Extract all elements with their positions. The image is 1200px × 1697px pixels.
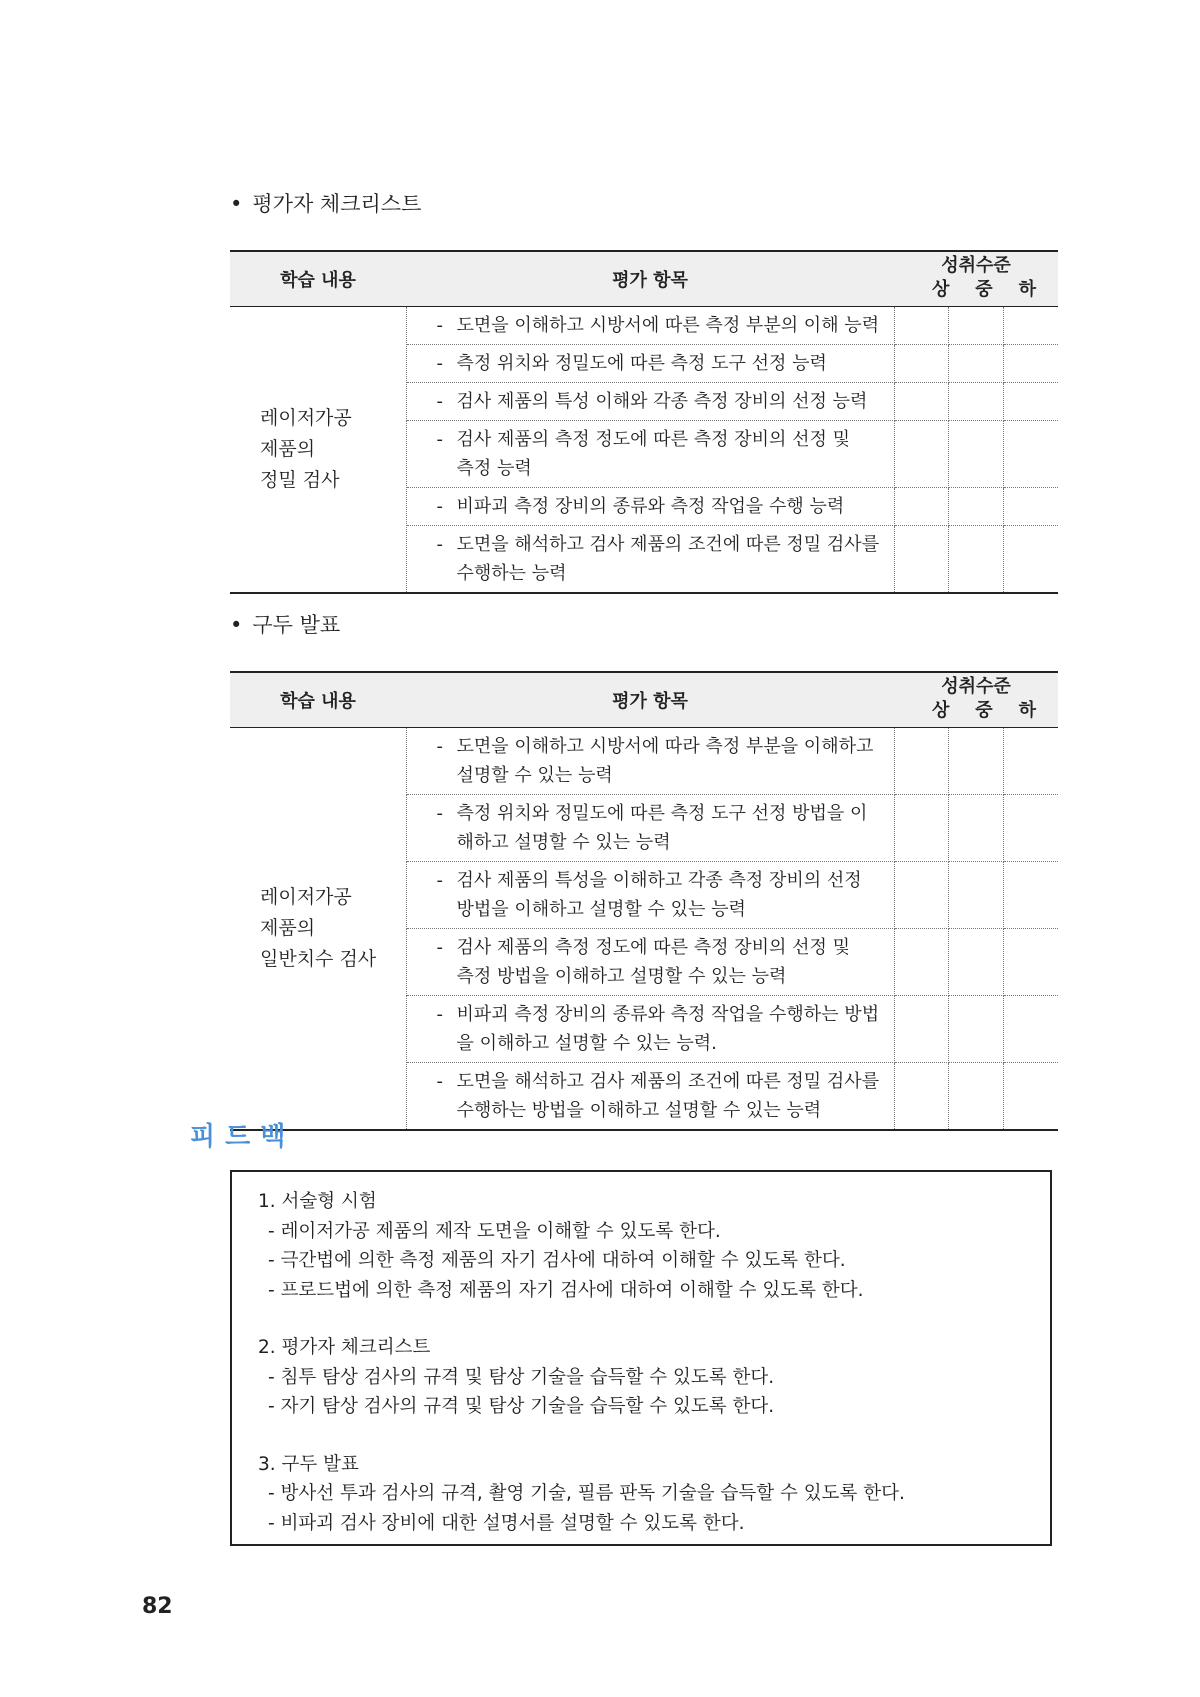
level-cell-mid[interactable] (948, 996, 1003, 1063)
column-header-level (894, 251, 1058, 307)
bullet-icon: • (230, 613, 243, 637)
column-header-item: 평가 항목 (406, 251, 894, 307)
topic-line: 제품의 (260, 917, 316, 939)
feedback-box (230, 1170, 1052, 1546)
evaluation-item (406, 929, 894, 996)
dash-icon: - (436, 353, 443, 374)
feedback-line-text: 방사선 투과 검사의 규격, 촬영 기술, 필름 판독 기술을 습득할 수 있도록 한다. (280, 1483, 905, 1504)
topic-line: 레이저가공 (260, 886, 352, 908)
level-title: 성취수준 (941, 676, 1011, 697)
dash-icon: - (436, 315, 443, 336)
evaluation-item-text: 도면을 해석하고 검사 제품의 조건에 따른 정밀 검사를 (456, 534, 880, 555)
dash-icon: - (268, 1512, 281, 1534)
bullet-icon: • (230, 192, 243, 216)
feedback-group-title: 3. 구두 발표 (258, 1453, 359, 1475)
dash-icon: - (268, 1279, 281, 1301)
level-title: 성취수준 (941, 255, 1011, 276)
level-cell-high[interactable] (894, 1063, 948, 1131)
level-cell-high[interactable] (894, 488, 948, 526)
evaluation-item-text: 검사 제품의 특성 이해와 각종 측정 장비의 선정 능력 (456, 391, 868, 412)
feedback-line (258, 1509, 1050, 1539)
level-cell-low[interactable] (1003, 996, 1058, 1063)
level-cell-high[interactable] (894, 345, 948, 383)
level-cell-high[interactable] (894, 795, 948, 862)
topic-line: 레이저가공 (260, 407, 352, 429)
table-header-row (230, 672, 1058, 728)
topic-cell (230, 728, 406, 1131)
level-cell-high[interactable] (894, 421, 948, 488)
dash-icon: - (436, 496, 443, 517)
level-cell-mid[interactable] (948, 488, 1003, 526)
evaluation-item-text: 도면을 이해하고 시방서에 따라 측정 부분을 이해하고 (456, 736, 874, 757)
level-cell-mid[interactable] (948, 795, 1003, 862)
evaluation-item-text: 설명할 수 있는 능력 (456, 765, 613, 786)
evaluation-item-text: 비파괴 측정 장비의 종류와 측정 작업을 수행하는 방법 (456, 1004, 880, 1025)
dash-icon: - (436, 870, 443, 891)
level-cell-high[interactable] (894, 929, 948, 996)
level-cell-high[interactable] (894, 996, 948, 1063)
level-cell-mid[interactable] (948, 345, 1003, 383)
dash-icon: - (268, 1366, 281, 1388)
level-cell-mid[interactable] (948, 862, 1003, 929)
level-cell-low[interactable] (1003, 383, 1058, 421)
level-cell-mid[interactable] (948, 421, 1003, 488)
level-low: 하 (1018, 279, 1036, 300)
feedback-line-text: 침투 탐상 검사의 규격 및 탐상 기술을 습득할 수 있도록 한다. (280, 1366, 775, 1388)
level-cell-mid[interactable] (948, 728, 1003, 795)
feedback-line (258, 1217, 1050, 1247)
evaluation-item-text: 해하고 설명할 수 있는 능력 (456, 832, 671, 853)
dash-icon: - (436, 429, 443, 450)
table-row (230, 728, 1058, 795)
feedback-line (258, 1479, 1050, 1509)
feedback-line-text: 극간법에 의한 측정 제품의 자기 검사에 대하여 이해할 수 있도록 한다. (280, 1250, 846, 1271)
level-high: 상 (932, 700, 950, 721)
evaluation-item-text: 측정 방법을 이해하고 설명할 수 있는 능력 (456, 966, 787, 987)
level-cell-mid[interactable] (948, 526, 1003, 594)
topic-cell (230, 307, 406, 594)
dash-icon: - (268, 1396, 281, 1417)
level-cell-mid[interactable] (948, 929, 1003, 996)
dash-icon: - (436, 736, 443, 757)
dash-icon: - (436, 803, 443, 824)
level-cell-high[interactable] (894, 307, 948, 345)
level-cell-low[interactable] (1003, 929, 1058, 996)
level-cell-high[interactable] (894, 728, 948, 795)
level-high: 상 (932, 279, 950, 300)
feedback-line (258, 1276, 1050, 1306)
evaluation-item-text: 수행하는 능력 (456, 563, 567, 584)
feedback-line (258, 1246, 1050, 1276)
evaluation-item (406, 383, 894, 421)
feedback-line (258, 1363, 1050, 1393)
level-cell-high[interactable] (894, 383, 948, 421)
evaluation-item-text: 검사 제품의 측정 정도에 따른 측정 장비의 선정 및 (456, 937, 851, 958)
evaluation-item-text: 측정 위치와 정밀도에 따른 측정 도구 선정 능력 (456, 353, 827, 374)
column-header-topic: 학습 내용 (230, 251, 406, 307)
level-cell-low[interactable] (1003, 488, 1058, 526)
level-cell-mid[interactable] (948, 383, 1003, 421)
evaluation-item (406, 862, 894, 929)
evaluation-item (406, 345, 894, 383)
evaluation-item (406, 488, 894, 526)
column-header-item: 평가 항목 (406, 672, 894, 728)
level-cell-low[interactable] (1003, 421, 1058, 488)
column-header-topic: 학습 내용 (230, 672, 406, 728)
page-number: 82 (142, 1594, 173, 1619)
dash-icon: - (268, 1220, 281, 1242)
level-mid: 중 (975, 700, 993, 721)
feedback-group-title: 1. 서술형 시험 (258, 1191, 377, 1212)
evaluation-item-text: 을 이해하고 설명할 수 있는 능력. (456, 1033, 717, 1054)
column-header-level (894, 672, 1058, 728)
dash-icon: - (436, 1071, 443, 1092)
evaluation-item-text: 비파괴 측정 장비의 종류와 측정 작업을 수행 능력 (456, 496, 845, 517)
evaluation-item-text: 방법을 이해하고 설명할 수 있는 능력 (456, 899, 746, 920)
topic-line: 제품의 (260, 438, 316, 460)
level-mid: 중 (975, 279, 993, 300)
evaluation-item-text: 측정 능력 (456, 458, 532, 479)
feedback-group-title: 2. 평가자 체크리스트 (258, 1337, 431, 1358)
checklist-table (230, 250, 1058, 594)
evaluation-item-text: 검사 제품의 측정 정도에 따른 측정 장비의 선정 및 (456, 429, 851, 450)
feedback-group (258, 1450, 1050, 1539)
level-cell-high[interactable] (894, 862, 948, 929)
level-cell-low[interactable] (1003, 1063, 1058, 1131)
oral-title: 구두 발표 (252, 613, 341, 637)
level-cell-low[interactable] (1003, 795, 1058, 862)
evaluation-item (406, 307, 894, 345)
evaluation-item-text: 도면을 해석하고 검사 제품의 조건에 따른 정밀 검사를 (456, 1071, 880, 1092)
table-header-row (230, 251, 1058, 307)
level-cell-high[interactable] (894, 526, 948, 594)
feedback-line (258, 1392, 1050, 1422)
dash-icon: - (436, 391, 443, 412)
feedback-group (258, 1187, 1050, 1305)
oral-table (230, 671, 1058, 1131)
feedback-heading: 피드백 (190, 1122, 296, 1152)
checklist-section-title (230, 188, 421, 218)
checklist-title: 평가자 체크리스트 (252, 192, 422, 216)
evaluation-item (406, 795, 894, 862)
level-cell-low[interactable] (1003, 307, 1058, 345)
feedback-group (258, 1333, 1050, 1422)
evaluation-item-text: 수행하는 방법을 이해하고 설명할 수 있는 능력 (456, 1100, 822, 1121)
evaluation-item-text: 검사 제품의 특성을 이해하고 각종 측정 장비의 선정 (456, 870, 862, 891)
evaluation-item (406, 526, 894, 594)
oral-section-title (230, 609, 340, 639)
evaluation-item (406, 421, 894, 488)
evaluation-item (406, 728, 894, 795)
level-cell-mid[interactable] (948, 307, 1003, 345)
table-row (230, 307, 1058, 345)
dash-icon: - (268, 1250, 281, 1271)
evaluation-item-text: 도면을 이해하고 시방서에 따른 측정 부분의 이해 능력 (456, 315, 880, 336)
level-low: 하 (1018, 700, 1036, 721)
feedback-line-text: 자기 탐상 검사의 규격 및 탐상 기술을 습득할 수 있도록 한다. (280, 1396, 775, 1417)
topic-line: 일반치수 검사 (260, 948, 377, 970)
level-cell-low[interactable] (1003, 345, 1058, 383)
evaluation-item-text: 측정 위치와 정밀도에 따른 측정 도구 선정 방법을 이 (456, 803, 868, 824)
dash-icon: - (436, 1004, 443, 1025)
evaluation-item (406, 1063, 894, 1131)
dash-icon: - (436, 937, 443, 958)
dash-icon: - (436, 534, 443, 555)
feedback-line-text: 프로드법에 의한 측정 제품의 자기 검사에 대하여 이해할 수 있도록 한다. (280, 1279, 864, 1301)
level-cell-low[interactable] (1003, 526, 1058, 594)
level-cell-low[interactable] (1003, 728, 1058, 795)
feedback-line-text: 비파괴 검사 장비에 대한 설명서를 설명할 수 있도록 한다. (280, 1512, 745, 1534)
feedback-line-text: 레이저가공 제품의 제작 도면을 이해할 수 있도록 한다. (280, 1220, 721, 1242)
dash-icon: - (268, 1483, 281, 1504)
topic-line: 정밀 검사 (260, 469, 340, 491)
level-cell-mid[interactable] (948, 1063, 1003, 1131)
level-cell-low[interactable] (1003, 862, 1058, 929)
evaluation-item (406, 996, 894, 1063)
